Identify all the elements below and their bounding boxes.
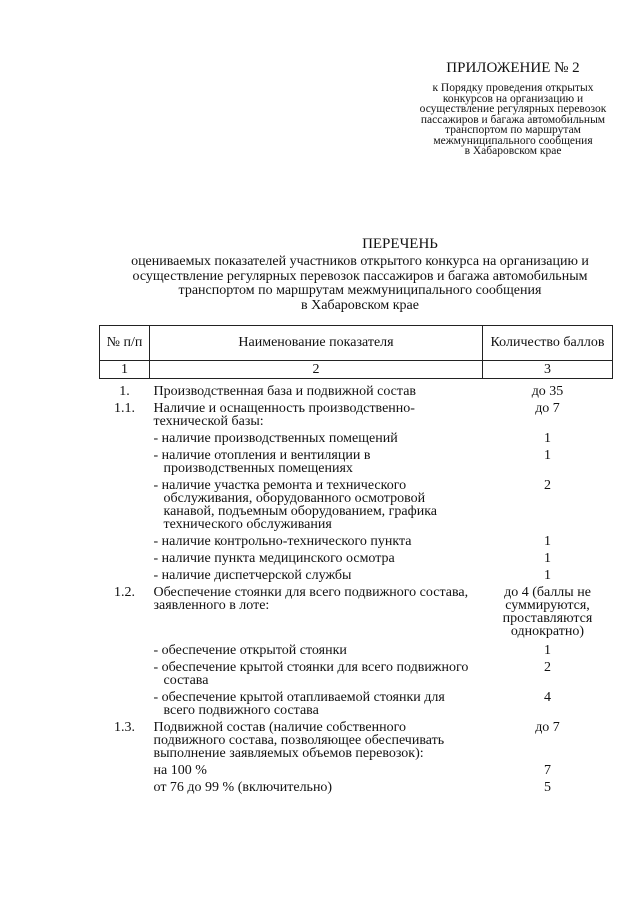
row-name <box>150 657 483 687</box>
row-name-text: - обеспечение крытой отапливаемой стоянки для всего подвижного состава <box>153 690 445 718</box>
row-name-text: - обеспечение крытой стоянки для всего подвижного состава <box>153 660 469 688</box>
table-row <box>100 379 613 399</box>
row-name <box>150 548 483 565</box>
table-row <box>100 717 613 760</box>
column-numbers-row <box>100 361 613 379</box>
row-name-text: - наличие участка ремонта и технического обслуживания, оборудованного осмотровой канавой, подъемным оборудованием, графика технического обслуживания <box>153 478 437 532</box>
indicators-table <box>99 325 613 794</box>
row-points: до 7 <box>535 720 560 735</box>
row-points: 1 <box>544 431 551 446</box>
appendix-block <box>388 60 638 157</box>
row-number: 1.1. <box>114 401 135 416</box>
row-name-text: - наличие производственных помещений <box>153 431 398 446</box>
row-number: 1.2. <box>114 585 135 600</box>
row-points: до 4 (баллы не суммируются, проставляются однократно) <box>502 585 593 639</box>
row-name <box>150 445 483 475</box>
row-points: 1 <box>544 643 551 658</box>
row-name <box>150 565 483 582</box>
subtitle-line: осуществление регулярных перевозок пассажиров и багажа автомобильным <box>132 268 588 284</box>
row-points: 1 <box>544 568 551 583</box>
row-name <box>150 475 483 531</box>
row-name: от 76 до 99 % (включительно) <box>153 780 333 795</box>
row-points: 2 <box>544 478 551 493</box>
table-row <box>100 777 613 794</box>
row-points: 7 <box>544 763 551 778</box>
subtitle-line: в Хабаровском крае <box>301 297 419 313</box>
row-number <box>100 760 150 777</box>
row-points: 2 <box>544 660 551 675</box>
row-number <box>100 777 150 794</box>
row-name: Производственная база и подвижной состав <box>153 384 417 399</box>
row-points: 5 <box>544 780 551 795</box>
row-name: Подвижной состав (наличие собственного подвижного состава, позволяющее обеспечивать выполнение заявляемых объемов перевозок): <box>153 720 445 761</box>
table-row <box>100 445 613 475</box>
row-name: Наличие и оснащенность производственно-технической базы: <box>153 401 415 429</box>
appendix-line: пассажиров и багажа автомобильным <box>420 113 606 126</box>
row-name-text: - наличие контрольно-технического пункта <box>153 534 412 549</box>
row-number <box>100 657 150 687</box>
subtitle-line: оцениваемых показателей участников открытого конкурса на организацию и <box>131 254 589 269</box>
subtitle-line: транспортом по маршрутам межмуниципального сообщения <box>178 283 542 298</box>
table-row <box>100 548 613 565</box>
appendix-line: к Порядку проведения открытых <box>432 82 594 94</box>
row-points: 4 <box>544 690 551 705</box>
row-number: 1. <box>119 384 130 399</box>
row-number <box>100 565 150 582</box>
column-number: 2 <box>150 361 483 379</box>
row-name-text: - наличие пункта медицинского осмотра <box>153 551 395 566</box>
row-points: до 7 <box>535 401 560 416</box>
table-row <box>100 760 613 777</box>
row-name: на 100 % <box>153 763 207 778</box>
header-name: Наименование показателя <box>150 326 483 361</box>
table-row <box>100 638 613 657</box>
table-row <box>100 582 613 638</box>
appendix-line: осуществление регулярных перевозок <box>419 103 607 115</box>
row-number <box>100 638 150 657</box>
row-points: 1 <box>544 534 551 549</box>
row-name-text: - наличие диспетчерской службы <box>153 568 352 583</box>
row-number <box>100 548 150 565</box>
table-row <box>100 475 613 531</box>
table-row <box>100 687 613 717</box>
column-number: 3 <box>483 361 613 379</box>
row-number <box>100 687 150 717</box>
table-header-row <box>100 326 613 361</box>
appendix-line: в Хабаровском крае <box>464 145 562 157</box>
row-name <box>150 428 483 445</box>
header-points: Количество баллов <box>483 326 613 361</box>
row-name: Обеспечение стоянки для всего подвижного состава, заявленного в лоте: <box>153 585 469 613</box>
appendix-line: транспортом по маршрутам <box>445 124 581 136</box>
row-number <box>100 531 150 548</box>
row-points: 1 <box>544 551 551 566</box>
column-number: 1 <box>100 361 150 379</box>
row-number <box>100 475 150 531</box>
row-name <box>150 638 483 657</box>
appendix-heading: ПРИЛОЖЕНИЕ № 2 <box>446 60 580 76</box>
appendix-line: конкурсов на организацию и <box>442 92 584 105</box>
row-number <box>100 428 150 445</box>
table-row <box>100 531 613 548</box>
table-row <box>100 565 613 582</box>
row-name <box>150 531 483 548</box>
appendix-line: межмуниципального сообщения <box>433 134 593 147</box>
row-number <box>100 445 150 475</box>
row-name-text: - наличие отопления и вентиляции в производственных помещениях <box>153 448 371 476</box>
table-row <box>100 428 613 445</box>
row-points: 1 <box>544 448 551 463</box>
table-row <box>100 398 613 428</box>
row-points: до 35 <box>531 384 564 399</box>
row-name-text: - обеспечение открытой стоянки <box>153 643 347 658</box>
row-name <box>150 687 483 717</box>
document-subtitle <box>110 255 610 313</box>
document-title: ПЕРЕЧЕНЬ <box>362 236 438 252</box>
header-no: № п/п <box>100 326 150 361</box>
table-row <box>100 657 613 687</box>
row-number: 1.3. <box>114 720 135 735</box>
